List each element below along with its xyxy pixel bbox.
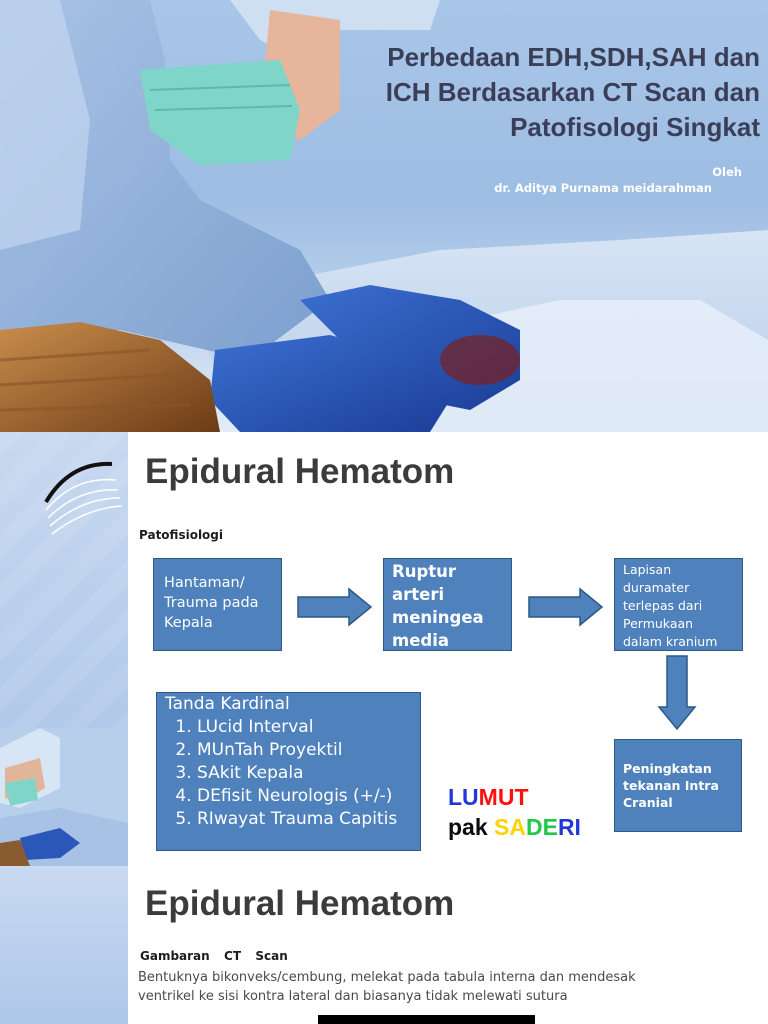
cardinal-item: 2. MUnTah Proyektil bbox=[197, 739, 412, 762]
side-panel bbox=[0, 866, 128, 1024]
slide-heading: Epidural Hematom bbox=[145, 884, 455, 923]
cardinal-item: 5. RIwayat Trauma Capitis bbox=[197, 808, 412, 831]
ct-scan-image bbox=[318, 1015, 535, 1024]
flow-box-icp: Peningkatan tekanan Intra Cranial bbox=[614, 739, 742, 832]
by-label: Oleh bbox=[712, 165, 742, 179]
presentation-title bbox=[290, 40, 760, 145]
pathophysiology-slide bbox=[0, 432, 768, 866]
cardinal-item: 1. LUcid Interval bbox=[197, 716, 412, 739]
mnemonic-part: MUT bbox=[478, 784, 529, 810]
cardinal-item: 4. DEfisit Neurologis (+/-) bbox=[197, 785, 412, 808]
mnemonic-line-2 bbox=[448, 812, 581, 842]
mnemonic-line-1 bbox=[448, 782, 581, 812]
mnemonic-part: DE bbox=[525, 814, 558, 840]
ct-description: Bentuknya bikonveks/cembung, melekat pada tabula interna dan mendesak ventrikel ke sisi kontra lateral dan biasanya tidak melewati sutura bbox=[138, 970, 636, 1004]
title-line-1: Perbedaan EDH,SDH,SAH dan bbox=[387, 42, 760, 72]
slide-heading: Epidural Hematom bbox=[145, 452, 455, 491]
right-arrow-icon bbox=[528, 587, 604, 627]
mnemonic-part: SA bbox=[494, 814, 526, 840]
right-arrow-icon bbox=[297, 587, 373, 627]
cardinal-list bbox=[165, 716, 412, 831]
flow-box-dura: Lapisan duramater terlepas dari Permukaan dalam kranium bbox=[614, 558, 743, 651]
arc-logo-icon bbox=[0, 432, 128, 552]
mnemonic-part: RI bbox=[557, 814, 581, 840]
flow-box-rupture: Ruptur arteri meningea media bbox=[383, 558, 512, 651]
mnemonic-part: LU bbox=[448, 784, 479, 810]
cardinal-signs-box bbox=[156, 692, 421, 851]
mnemonic bbox=[448, 782, 581, 842]
down-arrow-icon bbox=[657, 655, 697, 731]
mnemonic-part: pak bbox=[448, 814, 495, 840]
ct-scan-slide bbox=[0, 866, 768, 1024]
cardinal-item: 3. SAkit Kepala bbox=[197, 762, 412, 785]
side-panel bbox=[0, 432, 128, 866]
title-slide bbox=[0, 0, 768, 432]
flow-box-trauma: Hantaman/ Trauma pada Kepala bbox=[153, 558, 282, 651]
section-subheading: Gambaran CT Scan bbox=[140, 949, 288, 963]
author-name: dr. Aditya Purnama meidarahman bbox=[494, 181, 712, 195]
cardinal-title: Tanda Kardinal bbox=[165, 694, 290, 714]
author-credit bbox=[494, 164, 742, 196]
surgeon-thumbnail bbox=[0, 728, 128, 866]
section-subheading: Patofisiologi bbox=[139, 528, 224, 542]
title-line-3: Patofisologi Singkat bbox=[510, 112, 760, 142]
title-line-2: ICH Berdasarkan CT Scan dan bbox=[385, 77, 760, 107]
